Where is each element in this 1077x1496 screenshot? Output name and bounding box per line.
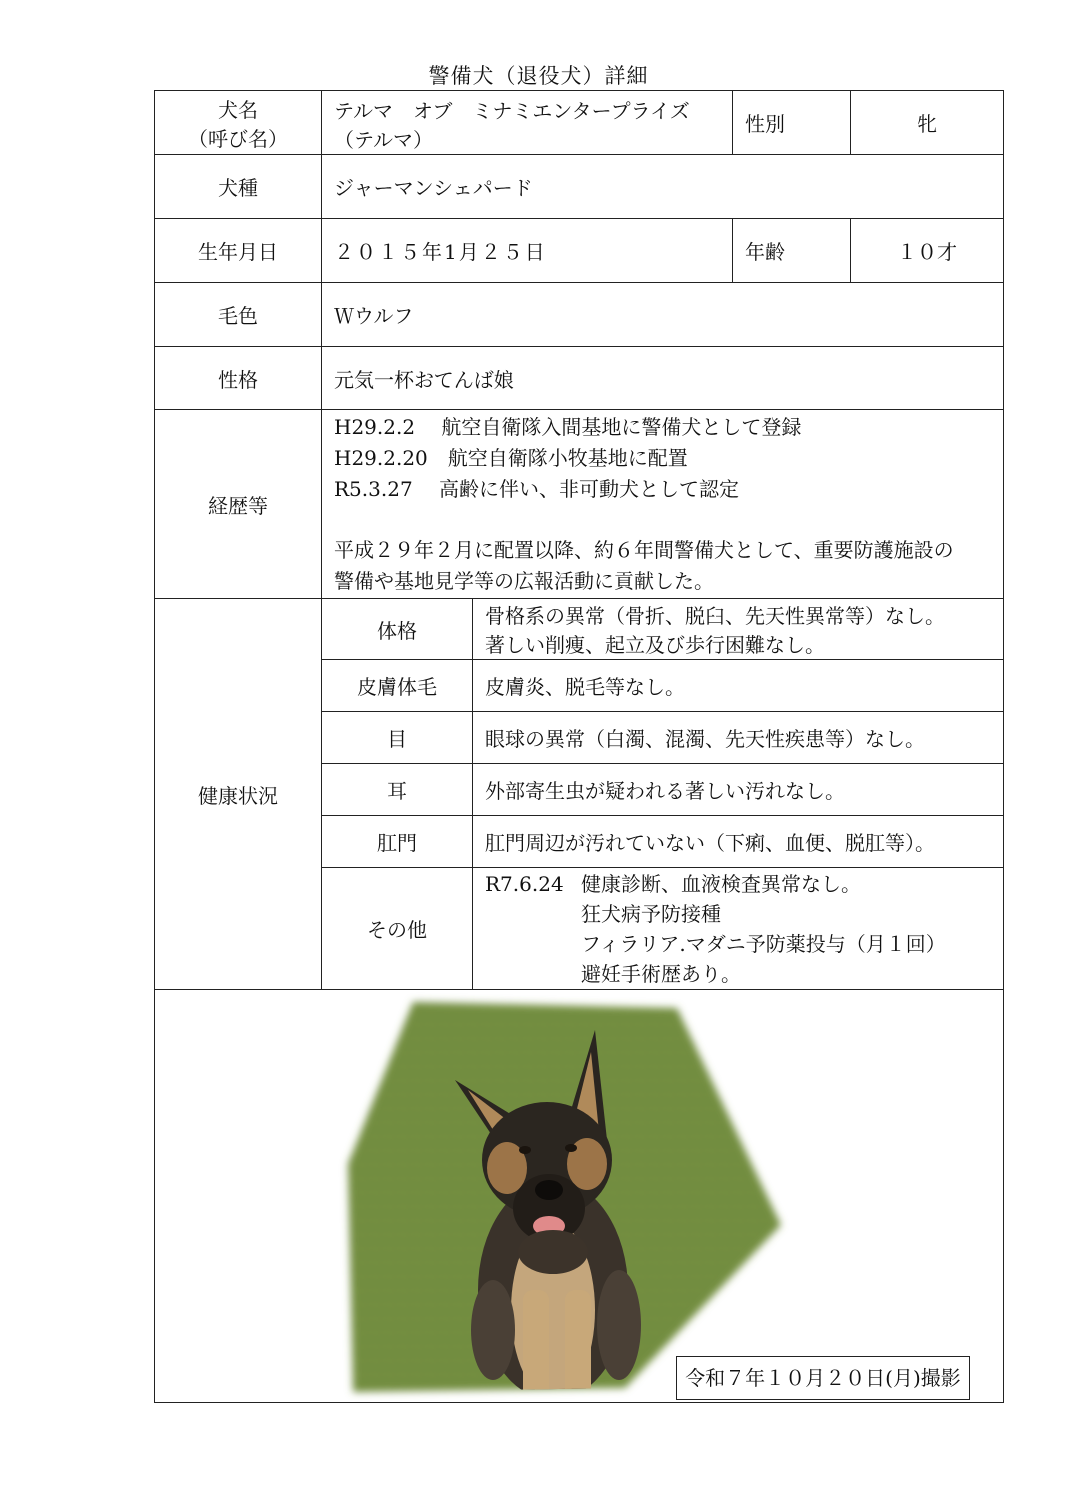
history-entry: H29.2.2 航空自衛隊入間基地に警備犬として登録 — [334, 414, 802, 439]
breed-label: 犬種 — [155, 155, 322, 219]
age-label: 年齢 — [733, 219, 851, 283]
physique-value-cell — [473, 599, 1004, 660]
coat-label: 毛色 — [155, 283, 322, 347]
row-health-physique — [155, 599, 1004, 660]
name-label: 犬名 — [218, 97, 258, 122]
history-entry: H29.2.20 航空自衛隊小牧基地に配置 — [334, 445, 688, 470]
history-summary: 平成２９年２月に配置以降、約６年間警備犬として、重要防護施設の — [334, 537, 954, 562]
ears-value: 外部寄生虫が疑われる著しい汚れなし。 — [473, 764, 1004, 816]
dog-detail-table — [154, 90, 1004, 1403]
birth-value: ２０１５年1月２５日 — [322, 219, 733, 283]
other-label: その他 — [322, 868, 473, 990]
history-label: 経歴等 — [155, 410, 322, 599]
other-item: 狂犬病予防接種 — [581, 901, 721, 926]
skin-value: 皮膚炎、脱毛等なし。 — [473, 660, 1004, 712]
name-label-sub: （呼び名） — [188, 126, 288, 151]
history-summary-cont: 警備や基地見学等の広報活動に貢献した。 — [334, 568, 714, 593]
age-value: １０才 — [851, 219, 1004, 283]
physique-value-cont: 著しい削痩、起立及び歩行困難なし。 — [485, 633, 825, 657]
sex-label: 性別 — [733, 91, 851, 155]
coat-value: Ｗウルフ — [322, 283, 1004, 347]
row-photo — [155, 990, 1004, 1403]
row-breed — [155, 155, 1004, 219]
other-item: フィラリア.マダニ予防薬投与（月１回） — [581, 931, 946, 956]
eyes-value: 眼球の異常（白濁、混濁、先天性疾患等）なし。 — [473, 712, 1004, 764]
row-birth — [155, 219, 1004, 283]
breed-value: ジャーマンシェパード — [322, 155, 1004, 219]
personality-label: 性格 — [155, 347, 322, 410]
document-title: 警備犬（退役犬）詳細 — [428, 64, 649, 88]
name-value-cell — [322, 91, 733, 155]
other-value-cell — [473, 868, 1004, 990]
health-label: 健康状況 — [155, 599, 322, 990]
other-item: 避妊手術歴あり。 — [581, 961, 741, 986]
birth-label: 生年月日 — [155, 219, 322, 283]
other-date: R7.6.24 — [485, 871, 564, 896]
history-value-cell — [322, 410, 1004, 599]
history-entry: R5.3.27 高齢に伴い、非可動犬として認定 — [334, 476, 740, 501]
dog-photo — [155, 990, 1003, 1402]
anus-label: 肛門 — [322, 816, 473, 868]
photo-cell — [155, 990, 1004, 1403]
physique-label: 体格 — [322, 599, 473, 660]
other-item: 健康診断、血液検査異常なし。 — [581, 871, 861, 896]
physique-value: 骨格系の異常（骨折、脱臼、先天性異常等）なし。 — [485, 604, 945, 628]
skin-label: 皮膚体毛 — [322, 660, 473, 712]
eyes-label: 目 — [322, 712, 473, 764]
name-label-cell — [155, 91, 322, 155]
ears-label: 耳 — [322, 764, 473, 816]
dog-photo-image — [155, 990, 1004, 1402]
registered-name: テルマ オブ ミナミエンタープライズ — [334, 99, 690, 123]
row-personality — [155, 347, 1004, 410]
anus-value: 肛門周辺が汚れていない（下痢、血便、脱肛等）。 — [473, 816, 1004, 868]
personality-value: 元気一杯おてんば娘 — [322, 347, 1004, 410]
call-name: （テルマ） — [334, 128, 433, 152]
row-name — [155, 91, 1004, 155]
row-coat — [155, 283, 1004, 347]
row-history — [155, 410, 1004, 599]
photo-caption: 令和７年１０月２０日(月)撮影 — [676, 1356, 970, 1400]
sex-value: 牝 — [851, 91, 1004, 155]
